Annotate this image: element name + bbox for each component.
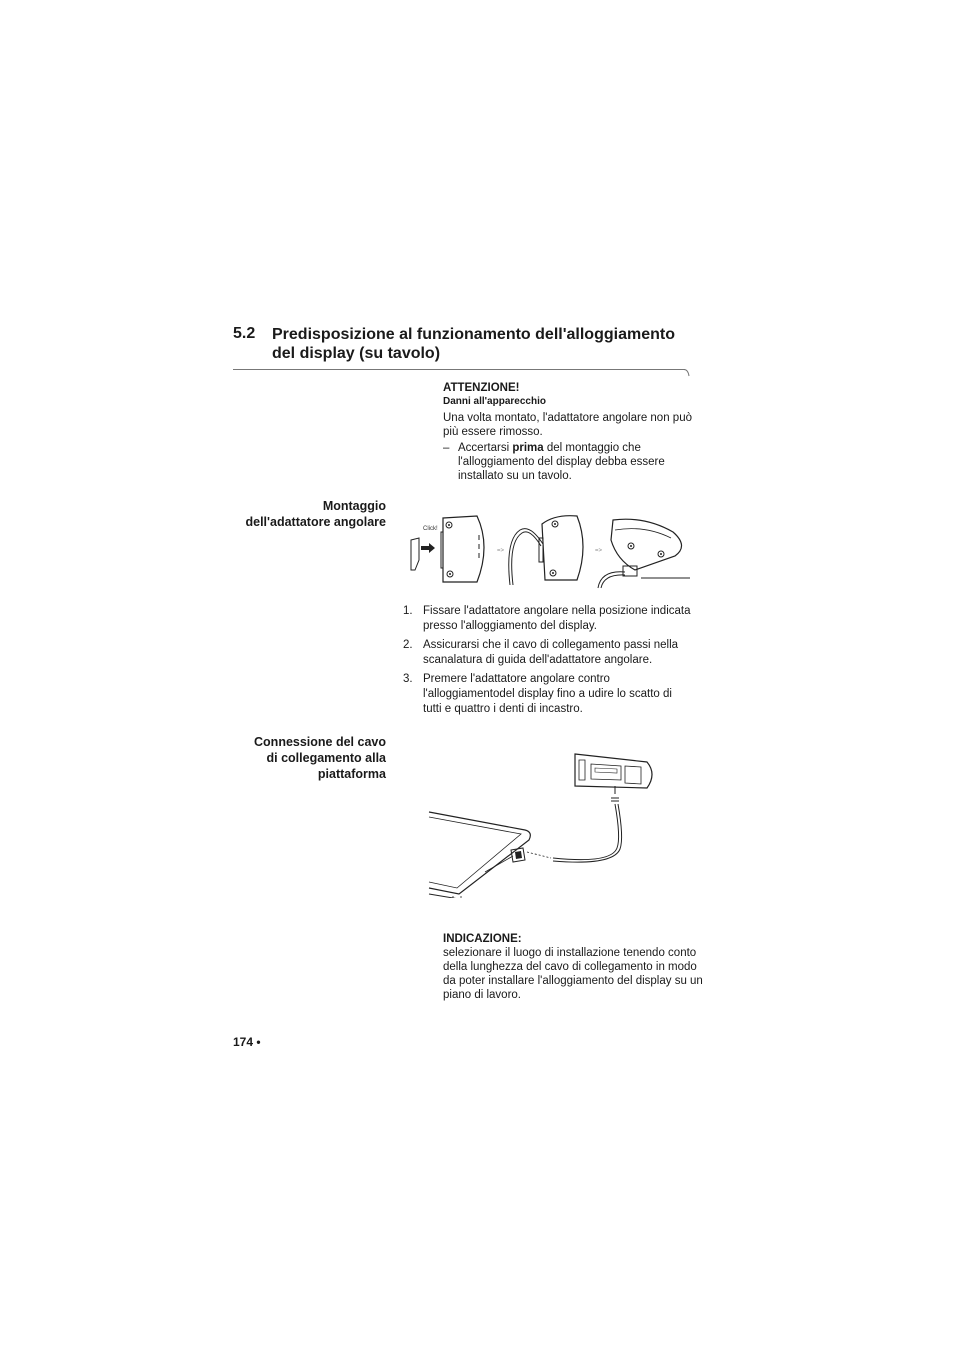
warning-box bbox=[443, 381, 693, 483]
mounting-heading-line-2: dell'adattatore angolare bbox=[245, 515, 386, 529]
platform-connector bbox=[511, 848, 525, 862]
step-text: Premere l'adattatore angolare contro l'alloggiamentodel display fino a udire lo scatto di tutti e quattro i denti di incastro. bbox=[423, 673, 672, 715]
mounting-step-2 bbox=[403, 638, 693, 668]
step-number: 1. bbox=[403, 605, 413, 617]
cable-plug-icon bbox=[611, 798, 619, 801]
step-text: Assicurarsi che il cavo di collegamento passi nella scanalatura di guida dell'adattatore angolare. bbox=[423, 639, 679, 666]
display-housing-mounted-view bbox=[598, 519, 690, 588]
step-text: Fissare l'adattatore angolare nella posizione indicata presso l'alloggiamento del display. bbox=[423, 605, 691, 632]
display-housing-side-view-1 bbox=[441, 516, 484, 582]
warning-action-post: del montaggio che l'alloggiamento del display debba essere installato su un tavolo. bbox=[458, 442, 665, 482]
section-title-line-2: del display (su tavolo) bbox=[272, 345, 441, 362]
warning-body: Una volta montato, l'adattatore angolare non può più essere rimosso. bbox=[443, 412, 692, 438]
connection-heading-line-2: di collegamento alla bbox=[266, 751, 386, 765]
click-label: Click! bbox=[423, 526, 438, 532]
section-number: 5.2 bbox=[233, 325, 256, 342]
section-title bbox=[272, 325, 702, 363]
section-title-line-1: Predisposizione al funzionamento dell'alloggiamento bbox=[272, 326, 675, 343]
warning-action-dash: – bbox=[443, 442, 450, 454]
platform-connection-figure bbox=[425, 748, 660, 898]
note-heading: INDICAZIONE: bbox=[443, 933, 522, 945]
mounting-heading bbox=[200, 498, 386, 530]
mounting-step-1 bbox=[403, 604, 693, 634]
section-rule bbox=[233, 369, 685, 370]
connection-heading-line-3: piattaforma bbox=[317, 767, 386, 781]
warning-heading: ATTENZIONE! bbox=[443, 382, 520, 394]
section-rule-hook bbox=[684, 369, 690, 377]
page-number: 174 • bbox=[233, 1035, 261, 1049]
connection-heading bbox=[200, 734, 386, 782]
step-number: 3. bbox=[403, 673, 413, 685]
warning-action-pre: Accertarsi bbox=[458, 442, 513, 454]
step-arrow-2: => bbox=[595, 548, 603, 554]
warning-action-emphasis: prima bbox=[512, 442, 544, 454]
note-box bbox=[443, 932, 703, 1002]
connection-heading-line-1: Connessione del cavo bbox=[254, 735, 386, 749]
weighing-platform bbox=[429, 812, 530, 898]
warning-action bbox=[443, 441, 693, 483]
note-body: selezionare il luogo di installazione tenendo conto della lunghezza del cavo di collegamento in modo da poter installare l'alloggiamento del display su un piano di lavoro. bbox=[443, 947, 703, 1001]
mounting-steps bbox=[403, 604, 693, 721]
connection-cable bbox=[527, 804, 622, 862]
step-number: 2. bbox=[403, 639, 413, 651]
cable-1 bbox=[509, 529, 543, 585]
display-housing-front-view bbox=[575, 754, 652, 794]
adapter-mounting-figure bbox=[405, 510, 695, 590]
mounting-heading-line-1: Montaggio bbox=[322, 499, 386, 513]
warning-subheading: Danni all'apparecchio bbox=[443, 396, 546, 407]
mounting-step-3 bbox=[403, 672, 693, 717]
angle-adapter-part bbox=[411, 538, 419, 570]
display-housing-side-view-2 bbox=[539, 516, 583, 580]
step-arrow-1: => bbox=[497, 548, 505, 554]
arrow-icon bbox=[421, 543, 435, 553]
